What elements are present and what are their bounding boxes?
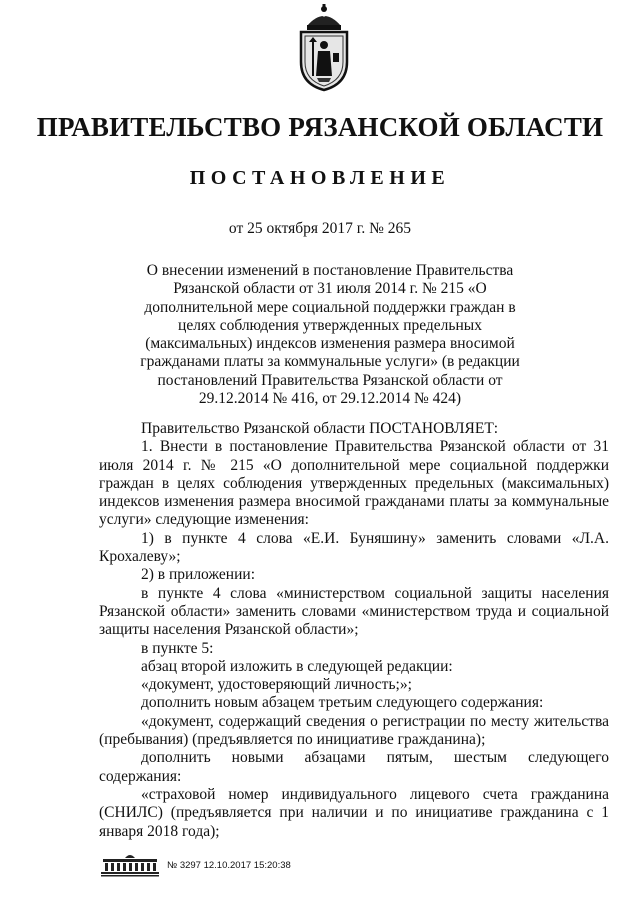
- document-type: ПОСТАНОВЛЕНИЕ: [189, 167, 451, 189]
- registration-footer: [99, 852, 399, 880]
- preamble: Правительство Рязанской области ПОСТАНОВЛЯЕТ:: [141, 420, 499, 437]
- registration-stamp: № 3297 12.10.2017 15:20:38: [167, 860, 291, 871]
- point-4-change: в пункте 4 слова «министерством социальной защиты населения Рязанской области» заменить словами «министерством труда и социальной защиты населения Рязанской области»;: [99, 584, 609, 639]
- point-5-para-b-text: «документ, содержащий сведения о регистрации по месту жительства (пребывания) (предъявляется по инициативе гражданина);: [99, 712, 609, 749]
- point-5-para-a: абзац второй изложить в следующей редакции:: [141, 657, 453, 675]
- point-5-para-c: дополнить новыми абзацами пятым, шестым следующего содержания:: [99, 749, 609, 785]
- point-5-para-c-text: «страховой номер индивидуального лицевого счета гражданина (СНИЛС) (предъявляется при наличии и по инициативе гражданина с 1 января 2018 года);: [99, 785, 609, 840]
- building-emblem-icon: [99, 852, 161, 878]
- document-subject: О внесении изменений в постановление Правительства Рязанской области от 31 июля 2014 г. № 215 «О дополнительной мере социальной поддержки граждан в целях соблюдения утвержденных предельных (максимальных) индексов изменения размера вносимой гражданами платы за коммунальные услуги» (в редакции постановлений Правительства Рязанской области от 29.12.2014 № 416, от 29.12.2014 № 424): [140, 262, 520, 408]
- coat-of-arms-icon: [293, 4, 355, 92]
- item-1-1: 1) в пункте 4 слова «Е.И. Буняшину» заменить словами «Л.А. Крохалеву»;: [99, 529, 609, 566]
- point-5-para-b: дополнить новым абзацем третьим следующего содержания:: [141, 694, 544, 712]
- document-body: [99, 420, 609, 841]
- item-1-2: 2) в приложении:: [141, 566, 255, 584]
- point-5-para-a-text: «документ, удостоверяющий личность;»;: [141, 676, 412, 694]
- point-5-intro: в пункте 5:: [141, 639, 214, 657]
- item-1: 1. Внести в постановление Правительства Рязанской области от 31 июля 2014 г. № 215 «О дополнительной мере социальной поддержки граждан в целях соблюдения утвержденных предельных (максимальных) индексов изменения размера вносимой гражданами платы за коммунальные услуги» следующие изменения:: [99, 438, 609, 529]
- government-title: ПРАВИТЕЛЬСТВО РЯЗАНСКОЙ ОБЛАСТИ: [36, 112, 604, 142]
- document-date-number: от 25 октября 2017 г. № 265: [228, 220, 412, 237]
